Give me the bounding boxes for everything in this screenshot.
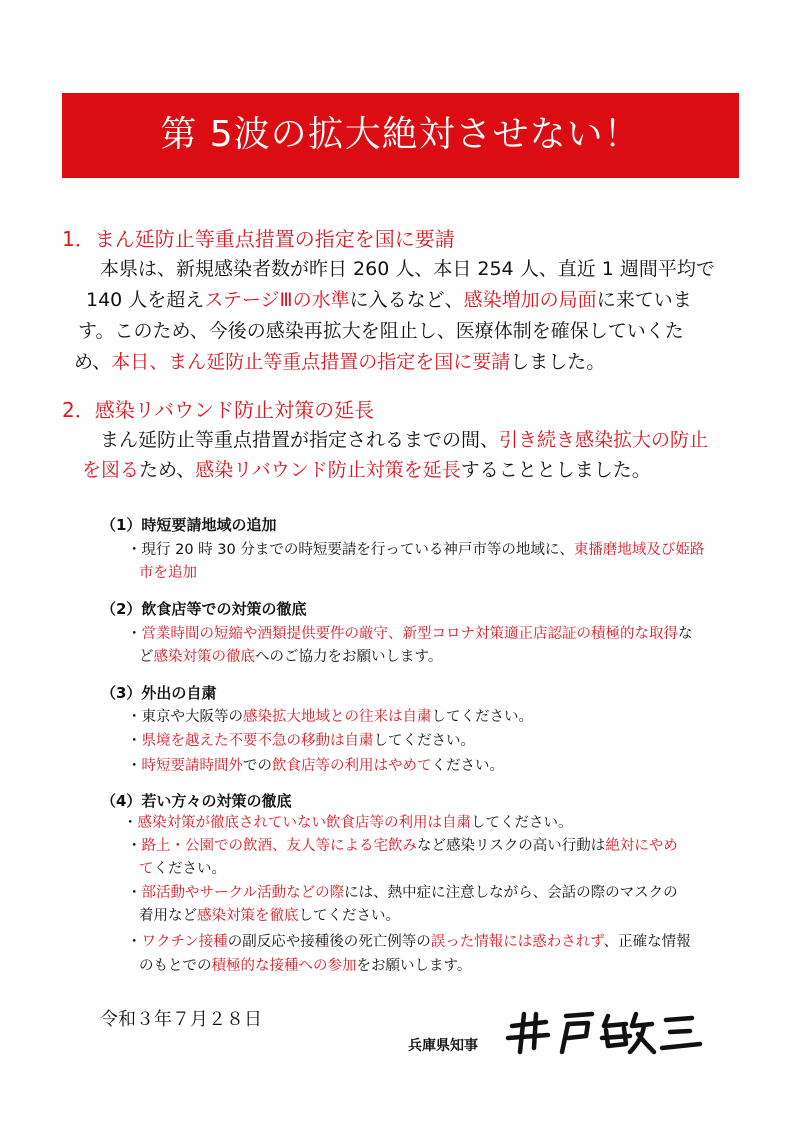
highlight-text: 誤った情報には惑わされず [430,934,604,950]
text-span: へのご協力をお願いします。 [255,649,443,665]
text-span: ・ [127,885,142,901]
highlight-text: 感染対策の徹底 [153,649,255,665]
highlight-text: 感染リバウンド防止対策を延長 [195,459,461,481]
subsection-1-bullet-1-cont: 市を追加 [139,565,197,581]
section-1-line-4 [0,348,800,376]
highlight-text: て [139,861,154,877]
subsection-3-bullet-1 [127,706,533,728]
text-span: することとしました。 [460,459,651,481]
subsection-4-bullet-3-cont [139,905,400,927]
section-1-line-3 [0,317,800,345]
text-span: ・ [127,934,142,950]
subsection-1-bullet-1 [127,539,704,561]
section-1-line-1 [0,255,800,283]
section-1-heading: 1．まん延防止等重点措置の指定を国に要請 [62,227,455,251]
text-span: ・ [127,838,142,854]
text-span: ください。 [431,758,504,774]
subsection-3-bullet-3 [127,755,504,777]
page-title: 第 5波の拡大絶対させない！ [160,114,641,155]
text-span: す。このため、今後の感染再拡大を阻止し、医療体制を確保していくた [78,320,684,342]
section-2-line-2 [0,456,800,484]
text-span: ください。 [153,861,226,877]
highlight-text: 感染拡大地域との往来は自粛 [243,709,432,725]
text-span: をお願いします。 [356,958,472,974]
highlight-text: ワクチン接種 [141,934,228,950]
text-span: 、正確な情報 [603,934,691,950]
text-span: ・東京や大阪等の [127,709,243,725]
highlight-text: 引き続き感染拡大の防止 [499,429,709,451]
text-span: に入るなど、 [349,289,464,311]
text-span: な [678,626,693,642]
text-span: ・ [123,815,138,831]
highlight-text: 飲食店等の利用はやめて [272,758,432,774]
text-span: の副反応や接種後の死亡例等の [227,934,431,950]
text-span: してください。 [431,709,533,725]
subsection-3-heading: （3）外出の自粛 [101,684,217,702]
text-span: しました。 [510,351,606,373]
highlight-text: 本日、まん延防止等重点措置の指定を国に要請 [111,351,511,373]
text-span: してください。 [298,908,400,924]
text-span: 本県は、新規感染者数が昨日 260 人、本日 254 人、直近 1 週間平均で [100,258,715,280]
signature-icon [504,1008,704,1058]
section-2-line-1 [0,426,800,454]
text-span: ・ [127,733,142,749]
subsection-3-bullet-2 [127,730,475,752]
highlight-text: 営業時間の短縮や酒類提供要件の厳守、新型コロナ対策適正店認証の積極的な取得 [141,626,678,642]
highlight-text: 東播磨地域及び姫路 [573,542,705,558]
text-span: ため、 [139,459,196,481]
subsection-4-bullet-4 [127,931,691,953]
text-span: ・ [127,758,142,774]
section-1-line-2 [0,286,800,314]
text-span: など感染リスクの高い行動は [417,838,606,854]
subsection-4-bullet-3 [127,882,678,904]
text-span: のもとでの [139,958,212,974]
subsection-4-bullet-1 [123,812,573,834]
subsection-4-heading: （4）若い方々の対策の徹底 [101,792,292,810]
text-span: ・ [127,626,142,642]
subsection-4-bullet-2-cont [139,858,226,880]
text-span: ど [139,649,154,665]
highlight-text: 絶対にやめ [605,838,678,854]
section-2-heading: 2．感染リバウンド防止対策の延長 [62,398,375,422]
highlight-text: ステージⅢの水準 [204,289,350,311]
governor-title: 兵庫県知事 [408,1038,478,1054]
subsection-4-bullet-4-cont [139,955,471,977]
highlight-text: 路上・公園での飲酒、友人等による宅飲み [141,838,417,854]
highlight-text: 感染増加の局面 [463,289,597,311]
issue-date: 令和３年７月２８日 [100,1009,262,1030]
highlight-text: 積極的な接種への参加 [211,958,357,974]
text-span: め、 [74,351,112,373]
subsection-1-heading: （1）時短要請地域の追加 [101,516,277,534]
text-span: には、熱中症に注意しながら、会話の際のマスクの [344,885,678,901]
text-span: 着用など [139,908,197,924]
highlight-text: 時短要請時間外 [141,758,243,774]
text-span: 140 人を超え [86,289,205,311]
text-span: ・現行 20 時 30 分までの時短要請を行っている神戸市等の地域に、 [127,542,574,558]
title-banner [62,93,739,178]
subsection-2-bullet-1-cont [139,646,442,668]
highlight-text: 感染対策を徹底 [197,908,299,924]
highlight-text: 部活動やサークル活動などの際 [141,885,345,901]
subsection-2-bullet-1 [127,623,693,645]
highlight-text: を図る [82,459,140,481]
highlight-text: 県境を越えた不要不急の移動は自粛 [141,733,374,749]
subsection-4-bullet-2 [127,835,678,857]
text-span: に来ていま [596,289,692,311]
highlight-text: 感染対策が徹底されていない飲食店等の利用は自粛 [137,815,471,831]
text-span: での [243,758,272,774]
text-span: してください。 [373,733,475,749]
text-span: してください。 [471,815,573,831]
subsection-2-heading: （2）飲食店等での対策の徹底 [101,600,307,618]
text-span: まん延防止等重点措置が指定されるまでの間、 [100,429,500,451]
